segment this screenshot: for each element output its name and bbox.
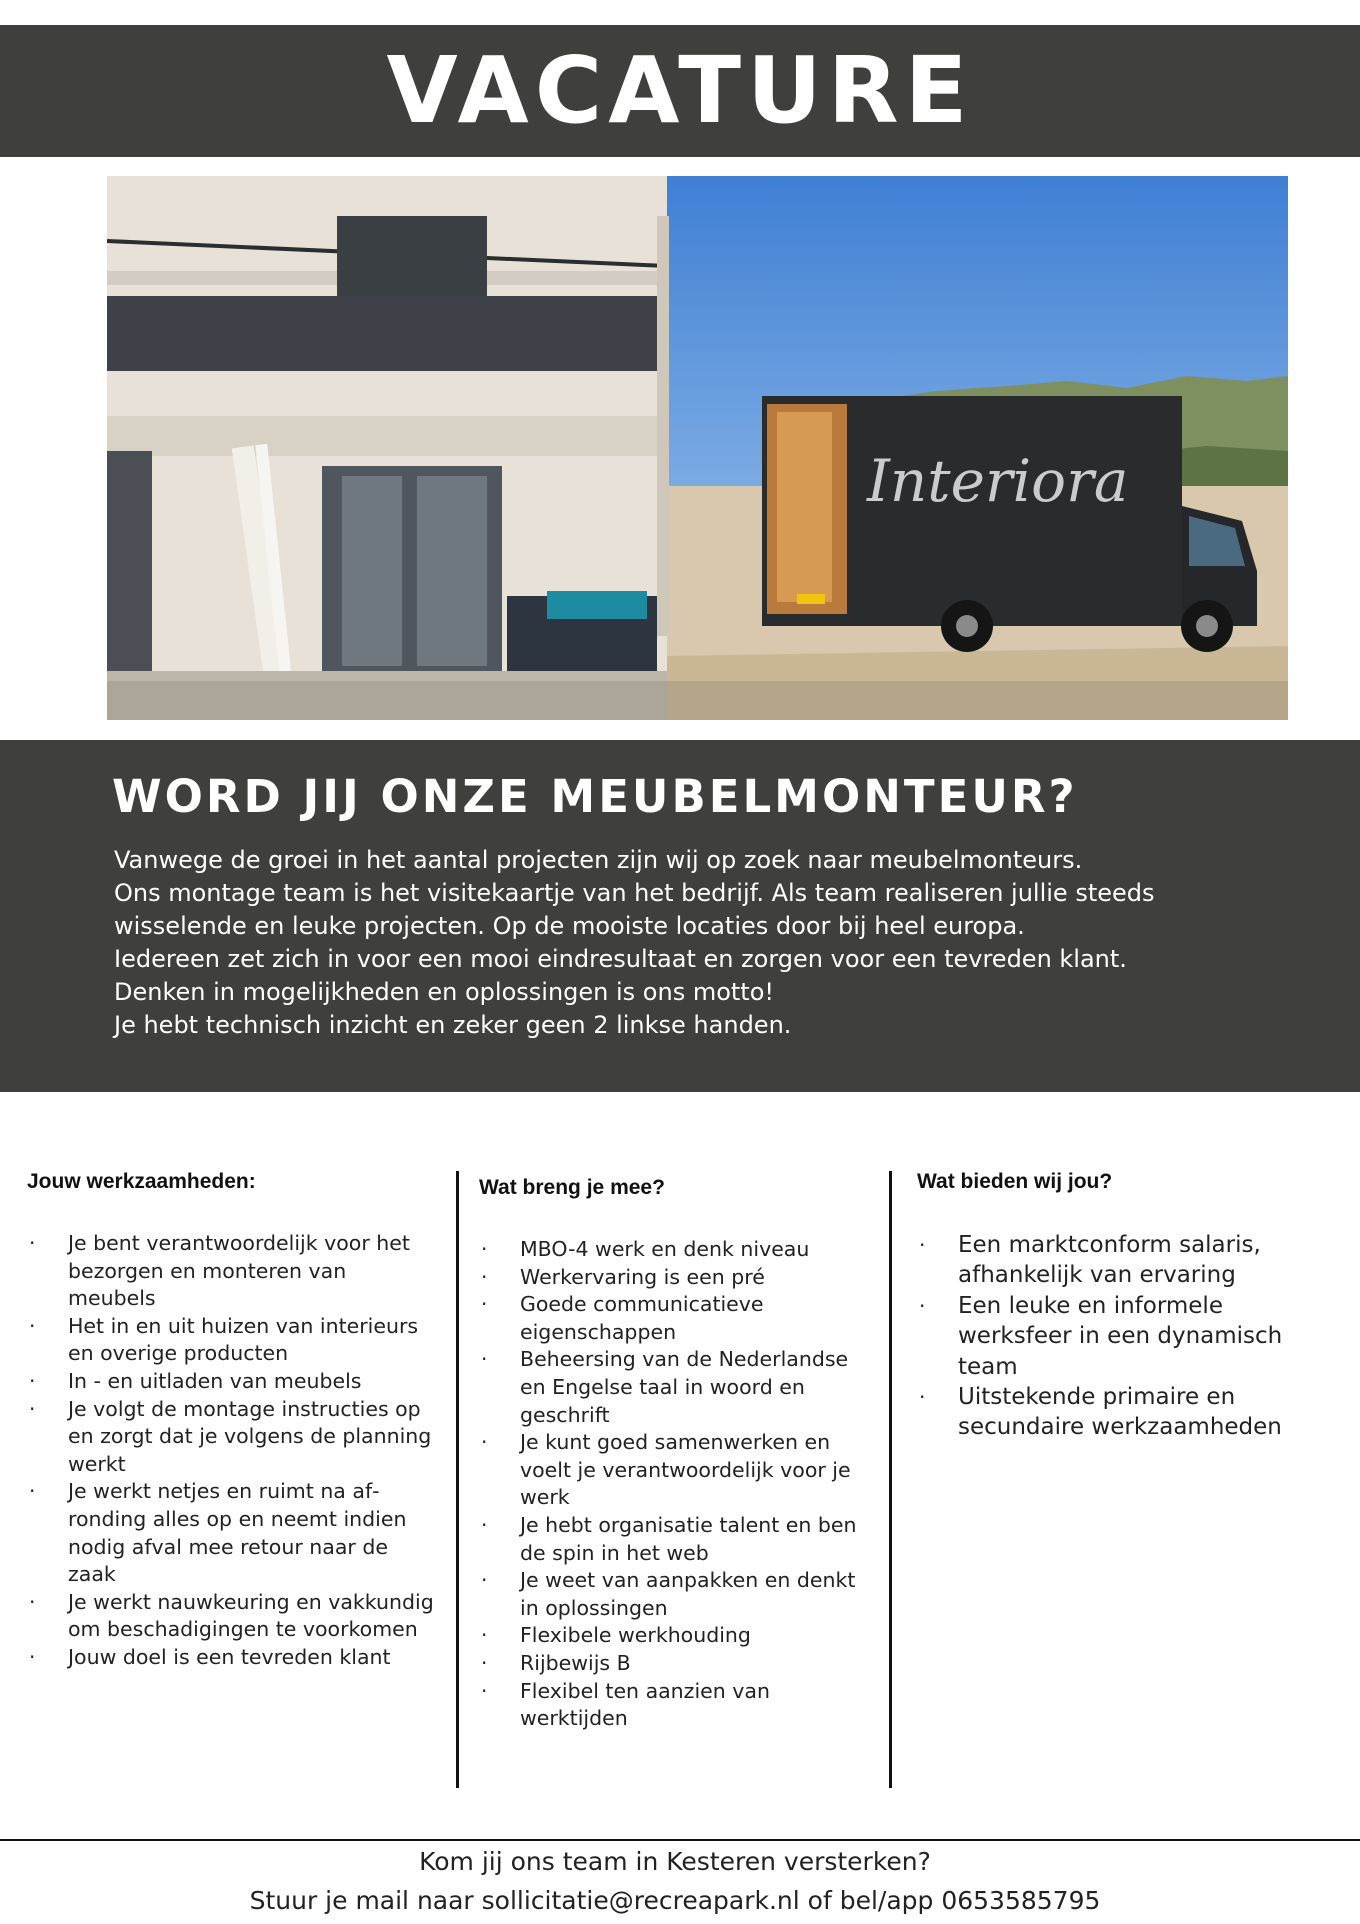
column-heading: Wat bieden wij jou?: [917, 1170, 1113, 1193]
list-item: · Werkervaring is een pré: [479, 1264, 879, 1292]
column-divider: [889, 1171, 892, 1788]
list-item: · Flexibele werkhouding: [479, 1622, 879, 1650]
list-item: · Je werkt netjes en ruimt na afronding alles op en neemt indien nodig afval mee retour naar de zaak: [27, 1478, 437, 1588]
list-item: · MBO-4 werk en denk niveau: [479, 1236, 879, 1264]
column-werkzaamheden: [27, 1170, 437, 1672]
list-item: · Je bent verantwoordelijk voor het bezorgen en monteren van meubels: [27, 1230, 437, 1313]
intro-line: Je hebt technisch inzicht en zeker geen 2 linkse handen.: [114, 1011, 792, 1039]
column-profiel: [479, 1170, 879, 1733]
list-item: · Je volgt de montage instructies op en zorgt dat je volgens de planning werkt: [27, 1396, 437, 1479]
list-item: · Beheersing van de Nederlandse en Engelse taal in woord en geschrift: [479, 1346, 879, 1429]
bullet-list: [917, 1230, 1337, 1443]
list-item: · Je hebt organisatie talent en ben de spin in het web: [479, 1512, 879, 1567]
list-item: · Een leuke en informele werksfeer in een dynamisch team: [917, 1291, 1337, 1382]
column-divider: [456, 1171, 459, 1788]
intro-line: Ons montage team is het visitekaartje van het bedrijf. Als team realiseren jullie steeds: [114, 879, 1155, 907]
intro-line: Iedereen zet zich in voor een mooi eindresultaat en zorgen voor een tevreden klant.: [114, 945, 1127, 973]
list-item: · In - en uitladen van meubels: [27, 1368, 437, 1396]
footer-call-to-action: Kom jij ons team in Kesteren versterken?: [419, 1847, 931, 1876]
column-aanbod: [917, 1170, 1337, 1443]
hero-photo: [107, 176, 1288, 720]
list-item: · Jouw doel is een tevreden klant: [27, 1644, 437, 1672]
list-item: · Je weet van aanpakken en denkt in oplossingen: [479, 1567, 879, 1622]
photo-illustration: [107, 176, 1288, 720]
bullet-list: [27, 1230, 437, 1672]
intro-line: Denken in mogelijkheden en oplossingen is ons motto!: [114, 978, 775, 1006]
intro-section: [0, 740, 1360, 1092]
page-title: VACATURE: [386, 37, 974, 144]
title-banner: [0, 25, 1360, 157]
list-item: · Uitstekende primaire en secundaire werkzaamheden: [917, 1382, 1337, 1443]
list-item: · Een marktconform salaris, afhankelijk van ervaring: [917, 1230, 1337, 1291]
list-item: · Het in en uit huizen van interieurs en overige producten: [27, 1313, 437, 1368]
list-item: · Goede communicatieve eigenschappen: [479, 1291, 879, 1346]
intro-line: Vanwege de groei in het aantal projecten zijn wij op zoek naar meubelmonteurs.: [114, 846, 1083, 874]
footer-divider: [0, 1839, 1360, 1841]
column-heading: Jouw werkzaamheden:: [27, 1170, 256, 1193]
truck-logo-text: Interiora: [867, 447, 1129, 515]
list-item: · Rijbewijs B: [479, 1650, 879, 1678]
intro-heading: WORD JIJ ONZE MEUBELMONTEUR?: [112, 770, 1078, 823]
intro-paragraph: [114, 844, 1294, 1042]
footer-contact-info: Stuur je mail naar sollicitatie@recreapark.nl of bel/app 0653585795: [249, 1886, 1101, 1915]
column-heading: Wat breng je mee?: [479, 1176, 665, 1199]
list-item: · Je kunt goed samenwerken en voelt je verantwoordelijk voor je werk: [479, 1429, 879, 1512]
list-item: · Flexibel ten aanzien van werktijden: [479, 1678, 879, 1733]
list-item: · Je werkt nauwkeuring en vakkundig om beschadigingen te voorkomen: [27, 1589, 437, 1644]
intro-line: wisselende en leuke projecten. Op de mooiste locaties door bij heel europa.: [114, 912, 1025, 940]
bullet-list: [479, 1236, 879, 1733]
